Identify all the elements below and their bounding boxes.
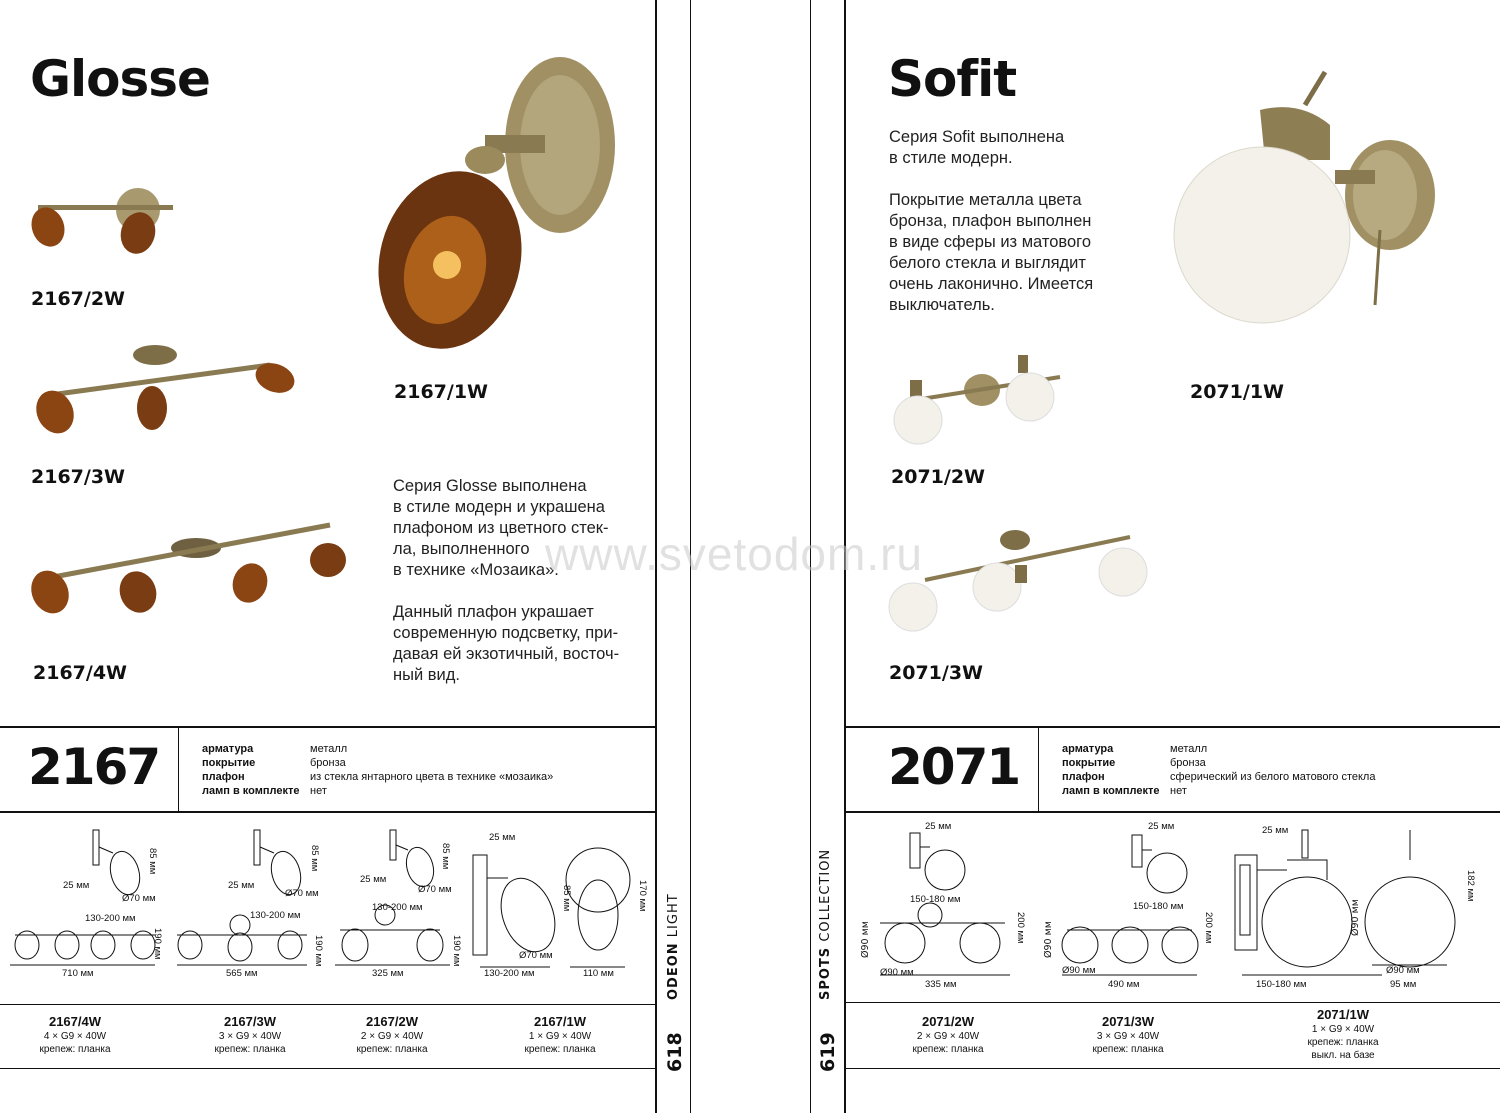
- spec-key: ламп в комплекте: [1062, 785, 1160, 797]
- model-label-2167-1w: 2167/1W: [394, 381, 488, 403]
- spec-value: металл: [310, 743, 348, 755]
- desc-line: в стиле модерн и украшена: [393, 498, 605, 516]
- spec-table-2071: [1062, 742, 1375, 798]
- dim-label: 190 мм: [451, 935, 462, 967]
- desc-line: Данный плафон украшает: [393, 603, 594, 621]
- item-mount: крепеж: планка: [524, 1044, 596, 1055]
- item-switch-note: выкл. на базе: [1311, 1050, 1375, 1061]
- dim-label: 25 мм: [63, 880, 90, 891]
- dim-label: Ø90 мм: [1062, 965, 1096, 976]
- model-label-2167-3w: 2167/3W: [31, 466, 125, 488]
- spine-brand-right: [818, 849, 833, 1000]
- brand-light: LIGHT: [666, 893, 681, 938]
- dim-label: 130-200 мм: [484, 968, 535, 979]
- divider-top-right: [846, 726, 1500, 728]
- drawing-2167-3w: [172, 825, 317, 975]
- desc-line: современную подсветку, при-: [393, 624, 619, 642]
- desc-line: белого стекла и выглядит: [889, 254, 1086, 272]
- dim-label: 95 мм: [1390, 979, 1417, 990]
- desc-line: Серия Sofit выполнена: [889, 128, 1065, 146]
- dim-label: 85 мм: [440, 843, 451, 870]
- item-mount: крепеж: планка: [39, 1044, 111, 1055]
- divider-mid-left: [0, 811, 655, 813]
- item-2167-3w: [195, 1014, 305, 1056]
- dim-label: Ø90 мм: [1350, 899, 1361, 936]
- product-image-2167-2w: [28, 185, 178, 260]
- item-lamps: 2 × G9 × 40W: [916, 1031, 980, 1042]
- item-2167-4w: [20, 1014, 130, 1056]
- desc-line: бронза, плафон выполнен: [889, 212, 1092, 230]
- model-label-2167-2w: 2167/2W: [31, 288, 125, 310]
- item-mount: крепеж: планка: [214, 1044, 286, 1055]
- spec-key: ламп в комплекте: [202, 785, 300, 797]
- dim-label: 325 мм: [372, 968, 404, 979]
- dim-label: Ø70 мм: [285, 888, 319, 899]
- spec-key: покрытие: [202, 757, 256, 769]
- item-lamps: 3 × G9 × 40W: [1096, 1031, 1160, 1042]
- product-image-2071-2w: [890, 350, 1065, 450]
- dim-label: 190 мм: [313, 935, 324, 967]
- model-label-2071-2w: 2071/2W: [891, 466, 985, 488]
- dim-label: 25 мм: [1148, 821, 1175, 832]
- item-lamps: 1 × G9 × 40W: [528, 1031, 592, 1042]
- spec-key: арматура: [202, 743, 254, 755]
- brand-light: COLLECTION: [818, 848, 833, 942]
- spec-row: [1062, 770, 1375, 784]
- dim-label: 150-180 мм: [910, 894, 961, 905]
- dim-label: Ø70 мм: [519, 950, 553, 961]
- drawing-2071-2w: [870, 825, 1030, 985]
- drawing-2071-1w: [1232, 830, 1457, 980]
- item-2167-1w: [505, 1014, 615, 1056]
- code-separator-left: [178, 726, 179, 811]
- dim-label: Ø70 мм: [418, 884, 452, 895]
- dim-label: 25 мм: [489, 832, 516, 843]
- watermark-text: www.svetodom.ru: [545, 528, 924, 580]
- spec-key: плафон: [202, 771, 245, 783]
- model-label-2167-4w: 2167/4W: [33, 662, 127, 684]
- dim-label: 25 мм: [228, 880, 255, 891]
- desc-line: в стиле модерн.: [889, 149, 1013, 167]
- spec-value: нет: [310, 785, 327, 797]
- spec-key: покрытие: [1062, 757, 1116, 769]
- desc-line: давая ей экзотичный, восточ-: [393, 645, 620, 663]
- spec-table-2167: [202, 742, 553, 798]
- divider-top-left: [0, 726, 655, 728]
- item-lamps: 4 × G9 × 40W: [43, 1031, 107, 1042]
- spec-row: [202, 756, 553, 770]
- dim-label: Ø90 мм: [1386, 965, 1420, 976]
- item-lamps: 3 × G9 × 40W: [218, 1031, 282, 1042]
- sofit-description-2: [889, 190, 1093, 316]
- spec-row: [1062, 756, 1375, 770]
- desc-line: очень лаконично. Имеется: [889, 275, 1094, 293]
- desc-line: выключатель.: [889, 296, 995, 314]
- spec-value: металл: [1170, 743, 1208, 755]
- dim-label: 190 мм: [152, 928, 163, 960]
- divider-foot-right: [846, 1068, 1500, 1069]
- spec-value: сферический из белого матового стекла: [1170, 771, 1376, 783]
- item-code: 2167/2W: [365, 1014, 419, 1029]
- dim-label: 85 мм: [561, 885, 572, 912]
- item-code: 2071/1W: [1316, 1007, 1370, 1022]
- spec-row: [1062, 784, 1375, 798]
- model-label-2071-3w: 2071/3W: [889, 662, 983, 684]
- desc-line: в технике «Мозаика».: [393, 561, 559, 579]
- brand-bold: ODEON: [666, 942, 681, 1000]
- spec-value: бронза: [310, 757, 346, 769]
- dim-label: 200 мм: [1015, 912, 1026, 944]
- item-lamps: 2 × G9 × 40W: [360, 1031, 424, 1042]
- series-title-glosse: Glosse: [30, 50, 210, 108]
- item-mount: крепеж: планка: [356, 1044, 428, 1055]
- spec-row: [202, 784, 553, 798]
- item-code: 2071/3W: [1101, 1014, 1155, 1029]
- dim-label: 150-180 мм: [1133, 901, 1184, 912]
- product-image-2167-1w: [375, 55, 625, 350]
- dim-label: 25 мм: [1262, 825, 1289, 836]
- dim-label: Ø90 мм: [860, 921, 871, 958]
- dim-label: 130-200 мм: [85, 913, 136, 924]
- spec-key: арматура: [1062, 743, 1114, 755]
- dim-label: 85 мм: [309, 845, 320, 872]
- dim-label: Ø70 мм: [122, 893, 156, 904]
- dim-label: 490 мм: [1108, 979, 1140, 990]
- divider-bottom-right: [846, 1002, 1500, 1003]
- dim-label: Ø90 мм: [1043, 921, 1054, 958]
- dim-label: 130-200 мм: [250, 910, 301, 921]
- dim-label: Ø90 мм: [880, 967, 914, 978]
- series-title-sofit: Sofit: [888, 50, 1017, 108]
- dim-label: 170 мм: [637, 880, 648, 912]
- brand-bold: SPOTS: [818, 946, 833, 1000]
- drawing-2167-1w: [470, 840, 645, 970]
- spec-row: [202, 770, 553, 784]
- item-code: 2167/1W: [533, 1014, 587, 1029]
- dim-label: 150-180 мм: [1256, 979, 1307, 990]
- desc-line: плафоном из цветного стек-: [393, 519, 609, 537]
- dim-label: 710 мм: [62, 968, 94, 979]
- item-mount: крепеж: планка: [912, 1044, 984, 1055]
- desc-line: ла, выполненного: [393, 540, 530, 558]
- spec-key: плафон: [1062, 771, 1105, 783]
- divider-bottom-left: [0, 1004, 655, 1005]
- item-lamps: 1 × G9 × 40W: [1311, 1024, 1375, 1035]
- item-mount: крепеж: планка: [1307, 1037, 1379, 1048]
- item-2071-1w: [1288, 1007, 1398, 1062]
- item-2167-2w: [337, 1014, 447, 1056]
- dim-label: 565 мм: [226, 968, 258, 979]
- desc-line: в виде сферы из матового: [889, 233, 1092, 251]
- model-label-2071-1w: 2071/1W: [1190, 381, 1284, 403]
- divider-foot-left: [0, 1068, 655, 1069]
- item-code: 2167/3W: [223, 1014, 277, 1029]
- dim-label: 85 мм: [147, 848, 158, 875]
- desc-line: ный вид.: [393, 666, 460, 684]
- product-image-2167-4w: [28, 520, 353, 620]
- series-code-2071: 2071: [888, 738, 1020, 796]
- item-code: 2071/2W: [921, 1014, 975, 1029]
- dim-label: 25 мм: [925, 821, 952, 832]
- series-code-2167: 2167: [28, 738, 160, 796]
- item-code: 2167/4W: [48, 1014, 102, 1029]
- spec-value: бронза: [1170, 757, 1206, 769]
- page-number-left: 618: [664, 1032, 686, 1072]
- dim-label: 130-200 мм: [372, 902, 423, 913]
- product-image-2071-3w: [885, 525, 1155, 635]
- spec-row: [202, 742, 553, 756]
- dim-label: 335 мм: [925, 979, 957, 990]
- spec-value: нет: [1170, 785, 1187, 797]
- code-separator-right: [1038, 726, 1039, 811]
- dim-label: 182 мм: [1465, 870, 1476, 902]
- item-2071-3w: [1073, 1014, 1183, 1056]
- dim-label: 25 мм: [360, 874, 387, 885]
- spec-row: [1062, 742, 1375, 756]
- divider-mid-right: [846, 811, 1500, 813]
- dim-label: 110 мм: [583, 968, 614, 979]
- spec-value: из стекла янтарного цвета в технике «мозаика»: [310, 771, 554, 783]
- glosse-description-2: [393, 602, 619, 686]
- spine-brand-left: [666, 893, 681, 1000]
- product-image-2167-3w: [30, 340, 300, 435]
- sofit-description-1: [889, 127, 1064, 169]
- desc-line: Серия Glosse выполнена: [393, 477, 587, 495]
- desc-line: Покрытие металла цвета: [889, 191, 1082, 209]
- item-mount: крепеж: планка: [1092, 1044, 1164, 1055]
- product-image-2071-1w: [1170, 70, 1450, 330]
- page-number-right: 619: [817, 1032, 839, 1072]
- dim-label: 200 мм: [1203, 912, 1214, 944]
- item-2071-2w: [893, 1014, 1003, 1056]
